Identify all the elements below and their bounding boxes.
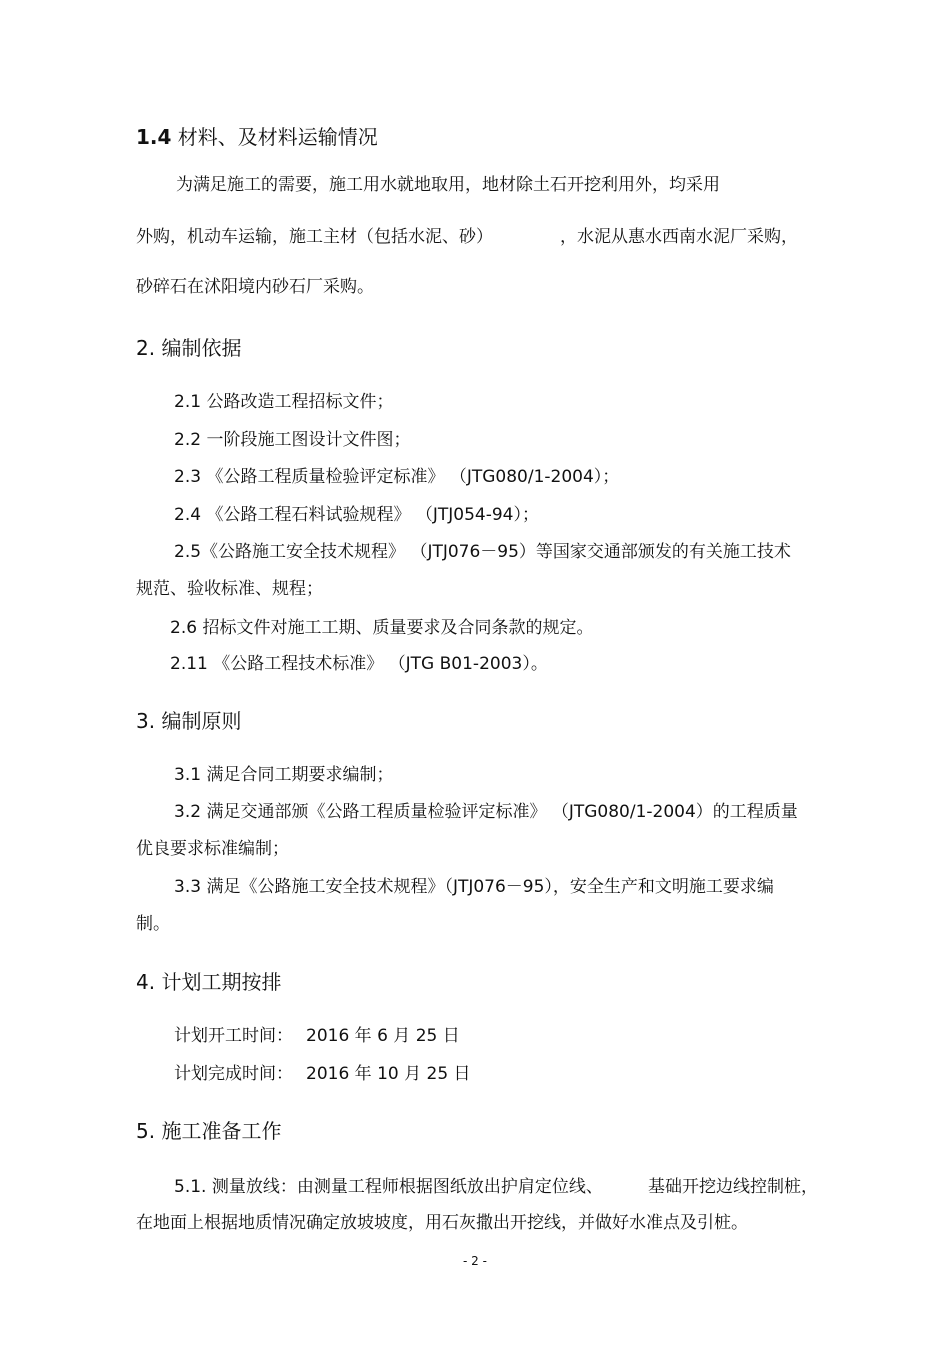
start-date-label: 计划开工时间： — [174, 1026, 293, 1046]
paragraph-line: ，水泥从惠水西南水泥厂采购， — [560, 227, 798, 247]
paragraph-line: 外购，机动车运输，施工主材（包括水泥、砂） — [136, 227, 493, 247]
paragraph-line: 砂碎石在沭阳境内砂石厂采购。 — [136, 277, 374, 297]
list-item: 2.11 《公路工程技术标准》 （JTG B01-2003）。 — [170, 654, 548, 674]
end-date-label: 计划完成时间： — [174, 1064, 293, 1084]
section-5-heading: 5. 施工准备工作 — [136, 1119, 282, 1143]
list-item-continuation: 优良要求标准编制； — [136, 839, 289, 859]
section-3-heading: 3. 编制原则 — [136, 709, 242, 733]
section-1-4-title: 材料、及材料运输情况 — [177, 125, 378, 149]
start-date-value: 2016 年 6 月 25 日 — [306, 1026, 460, 1046]
list-item-continuation: 制。 — [136, 914, 170, 934]
end-date-value: 2016 年 10 月 25 日 — [306, 1064, 471, 1084]
list-item-continuation: 规范、验收标准、规程； — [136, 579, 323, 599]
list-item: 2.3 《公路工程质量检验评定标准》 （JTG080/1-2004）； — [174, 467, 620, 487]
list-item: 2.1 公路改造工程招标文件； — [174, 392, 394, 412]
paragraph-line: 在地面上根据地质情况确定放坡坡度，用石灰撒出开挖线，并做好水准点及引桩。 — [136, 1213, 748, 1233]
list-item: 2.2 一阶段施工图设计文件图； — [174, 430, 411, 450]
paragraph-line: 为满足施工的需要，施工用水就地取用，地材除土石开挖利用外，均采用 — [176, 175, 720, 195]
section-1-4-number: 1.4 — [136, 125, 172, 149]
list-item: 2.4 《公路工程石料试验规程》 （JTJ054-94）； — [174, 505, 539, 525]
page-number: - 2 - — [463, 1254, 487, 1268]
paragraph-line: 基础开挖边线控制桩， — [648, 1177, 818, 1197]
list-item: 2.6 招标文件对施工工期、质量要求及合同条款的规定。 — [170, 618, 594, 638]
section-4-heading: 4. 计划工期按排 — [136, 970, 282, 994]
list-item: 3.3 满足《公路施工安全技术规程》（JTJ076－95），安全生产和文明施工要求编 — [174, 877, 774, 897]
list-item: 3.2 满足交通部颁《公路工程质量检验评定标准》 （JTG080/1-2004）的工程质量 — [174, 802, 798, 822]
paragraph-line: 5.1. 测量放线：由测量工程师根据图纸放出护肩定位线、 — [174, 1177, 603, 1197]
list-item: 3.1 满足合同工期要求编制； — [174, 765, 394, 785]
section-2-heading: 2. 编制依据 — [136, 336, 242, 360]
section-1-4-heading — [136, 124, 378, 150]
list-item: 2.5《公路施工安全技术规程》 （JTJ076－95）等国家交通部颁发的有关施工技术 — [174, 542, 791, 562]
